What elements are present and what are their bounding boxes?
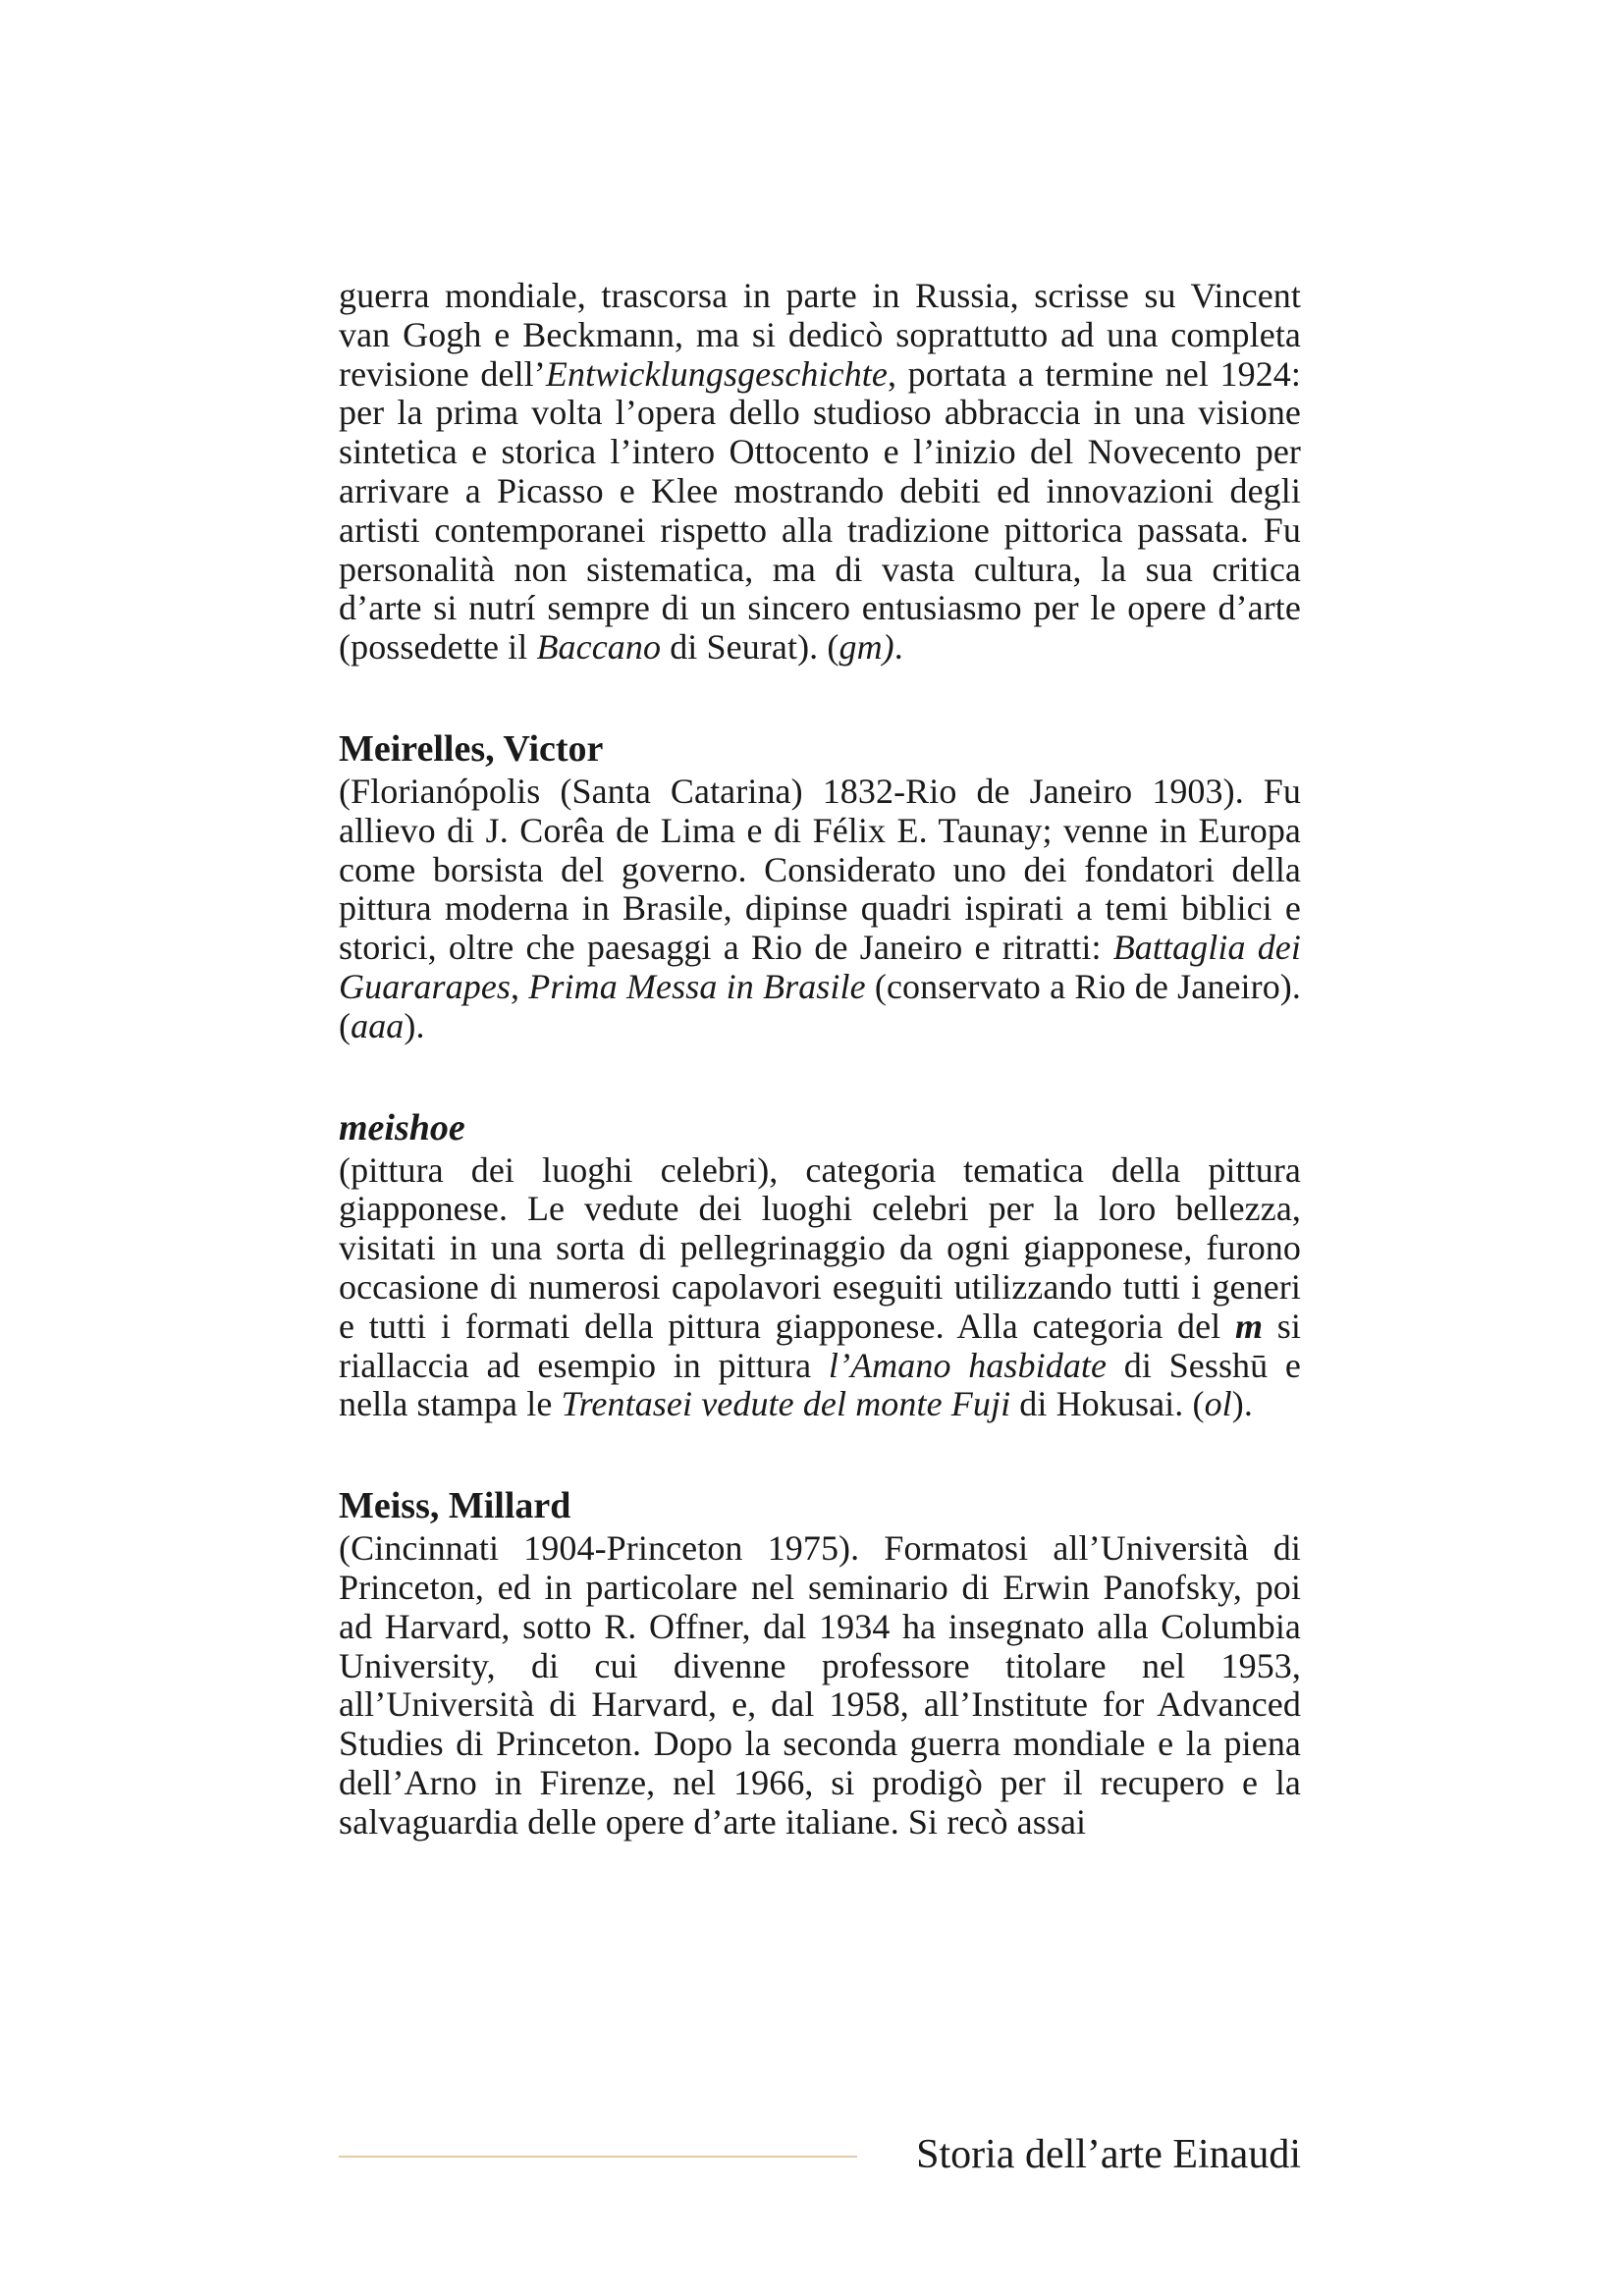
meirelles-author-initials: aaa [351, 1005, 405, 1045]
headword-meishoe: meishoe [339, 1106, 465, 1148]
entry-meiss [339, 1483, 1301, 1842]
meishoe-text-1: (pittura dei luoghi celebri), categoria tematica della pittura giapponese. Le vedute dei luoghi celebri per la loro bellezza, visitati in una sorta di pellegrinaggio da ogni giapponese, furono occasione di numerosi capolavori eseguiti utilizzando tutti i generi e tutti i formati della pittura giapponese. Alla categoria del [339, 1149, 1301, 1346]
entry-meirelles [339, 726, 1301, 1046]
intro-text-2: , portata a termine nel 1924: per la prima volta l’opera dello studioso abbraccia in una visione sintetica e storica l’intero Ottocento e l’inizio del Novecento per arrivare a Picasso e Klee mostrando debiti ed innovazioni degli artisti contemporanei rispetto alla tradizione pittorica passata. Fu personalità non sistematica, ma di vasta cultura, la sua critica d’arte si nutrí sempre di un sincero entusiasmo per le opere d’arte (possedette il [339, 353, 1302, 667]
meishoe-text-3: di Sesshū e nella stampa le [339, 1345, 1301, 1424]
meirelles-text-2: , [511, 966, 529, 1006]
meirelles-italic-1: Battaglia dei Guararapes [339, 928, 1301, 1006]
meirelles-italic-2: Prima Messa in Brasile [528, 966, 866, 1006]
text-column [339, 277, 1301, 1842]
intro-text-4: . [893, 627, 903, 667]
meishoe-author-initials: ol [1204, 1384, 1232, 1424]
meishoe-text-4: di Hokusai. ( [1010, 1384, 1205, 1424]
intro-text-3: di Seurat). ( [661, 627, 839, 667]
meishoe-text-2: si riallaccia ad esempio in pittura [339, 1306, 1302, 1385]
meiss-text-1: (Cincinnati 1904-Princeton 1975). Formatosi all’Università di Princeton, ed in particolare nel seminario di Erwin Panofsky, poi ad Harvard, sotto R. Offner, dal 1934 ha insegnato alla Columbia University, di cui divenne professore titolare nel 1953, all’Università di Harvard, e, dal 1958, all’Institute for Advanced Studies di Princeton. Dopo la seconda guerra mondiale e la piena dell’Arno in Firenze, nel 1966, si prodigò per il recupero e la salvaguardia delle opere d’arte italiane. Si recò assai [339, 1528, 1301, 1842]
meishoe-italic-1: l’Amano hasbidate [828, 1345, 1108, 1385]
meishoe-abbrev: m [1234, 1306, 1264, 1346]
entry-meishoe [339, 1105, 1301, 1425]
body-meirelles [339, 773, 1301, 1046]
meishoe-italic-2: Trentasei vedute del monte Fuji [561, 1384, 1011, 1424]
headword-meirelles: Meirelles, Victor [339, 727, 604, 770]
meirelles-text-3: (conservato a Rio de Janeiro). ( [339, 966, 1301, 1045]
meirelles-text-1: (Florianópolis (Santa Catarina) 1832-Rio de Janeiro 1903). Fu allievo di J. Corêa de Lima e di Félix E. Taunay; venne in Europa come borsista del governo. Considerato uno dei fondatori della pittura moderna in Brasile, dipinse quadri ispirati a temi biblici e storici, oltre che paesaggi a Rio de Janeiro e ritratti: [339, 771, 1301, 968]
intro-text-1: guerra mondiale, trascorsa in parte in Russia, scrisse su Vincent van Gogh e Beckmann, ma si dedicò soprattutto ad una completa revisione dell’ [339, 276, 1301, 394]
footer-rule [339, 2156, 857, 2158]
page-footer [339, 2130, 1301, 2179]
body-meishoe [339, 1151, 1301, 1425]
intro-italic-1: Entwicklungsgeschichte [545, 353, 888, 394]
meirelles-text-4: ). [404, 1005, 425, 1045]
footer-title: Storia dell’arte Einaudi [916, 2132, 1301, 2177]
intro-author-initials: gm) [839, 627, 894, 667]
intro-italic-2: Baccano [536, 627, 662, 667]
intro-paragraph [339, 277, 1301, 667]
meishoe-text-5: ). [1231, 1384, 1253, 1424]
headword-meiss: Meiss, Millard [339, 1485, 571, 1527]
body-meiss [339, 1529, 1301, 1842]
